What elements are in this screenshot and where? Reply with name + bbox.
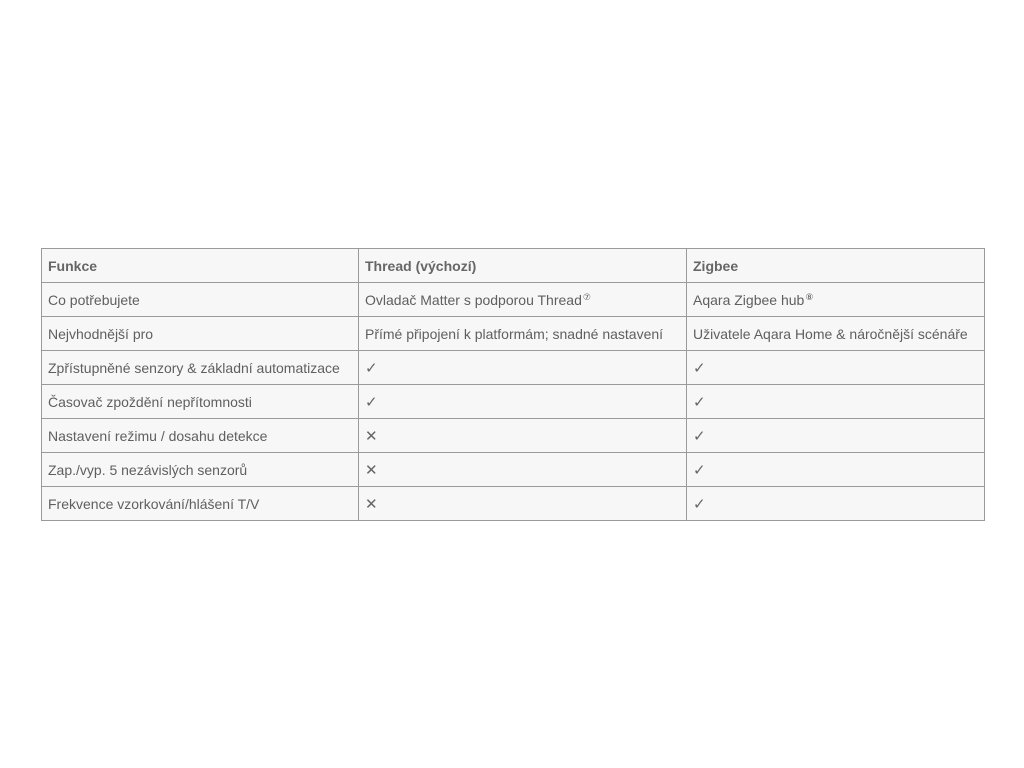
- thread-cell: [359, 453, 687, 487]
- zigbee-cell: [687, 385, 985, 419]
- comparison-table-container: [41, 248, 984, 521]
- check-icon: ✓: [693, 460, 706, 479]
- check-icon: ✓: [693, 426, 706, 445]
- check-icon: ✓: [365, 392, 378, 411]
- thread-cell: [359, 351, 687, 385]
- table-row: [42, 385, 985, 419]
- row-label: Zpřístupněné senzory & základní automatizace: [42, 351, 359, 385]
- table-row: [42, 453, 985, 487]
- zigbee-cell: [687, 419, 985, 453]
- thread-cell: [359, 487, 687, 521]
- row-label: Co potřebujete: [42, 283, 359, 317]
- table-row: [42, 419, 985, 453]
- thread-cell: Přímé připojení k platformám; snadné nastavení: [359, 317, 687, 351]
- cross-icon: ✕: [365, 460, 378, 479]
- cell-text: Aqara Zigbee hub: [693, 291, 805, 308]
- thread-cell: [359, 419, 687, 453]
- row-label: Nastavení režimu / dosahu detekce: [42, 419, 359, 453]
- footnote-marker: ⑧: [805, 291, 814, 302]
- row-label: Časovač zpoždění nepřítomnosti: [42, 385, 359, 419]
- table-row: [42, 283, 985, 317]
- cross-icon: ✕: [365, 426, 378, 445]
- thread-cell: [359, 283, 687, 317]
- check-icon: ✓: [693, 494, 706, 513]
- footnote-marker: ⑦: [582, 291, 591, 302]
- row-label: Nejvhodnější pro: [42, 317, 359, 351]
- thread-cell: [359, 385, 687, 419]
- table-row: [42, 317, 985, 351]
- zigbee-cell: [687, 283, 985, 317]
- zigbee-cell: Uživatele Aqara Home & náročnější scénáře: [687, 317, 985, 351]
- table-row: [42, 351, 985, 385]
- check-icon: ✓: [365, 358, 378, 377]
- comparison-table: [41, 248, 985, 521]
- check-icon: ✓: [693, 392, 706, 411]
- zigbee-cell: [687, 453, 985, 487]
- row-label: Frekvence vzorkování/hlášení T/V: [42, 487, 359, 521]
- header-funkce: Funkce: [42, 249, 359, 283]
- row-label: Zap./vyp. 5 nezávislých senzorů: [42, 453, 359, 487]
- zigbee-cell: [687, 487, 985, 521]
- table-row: [42, 487, 985, 521]
- header-zigbee: Zigbee: [687, 249, 985, 283]
- check-icon: ✓: [693, 358, 706, 377]
- cross-icon: ✕: [365, 494, 378, 513]
- cell-text: Ovladač Matter s podporou Thread: [365, 291, 582, 308]
- header-thread: Thread (výchozí): [359, 249, 687, 283]
- zigbee-cell: [687, 351, 985, 385]
- table-header-row: [42, 249, 985, 283]
